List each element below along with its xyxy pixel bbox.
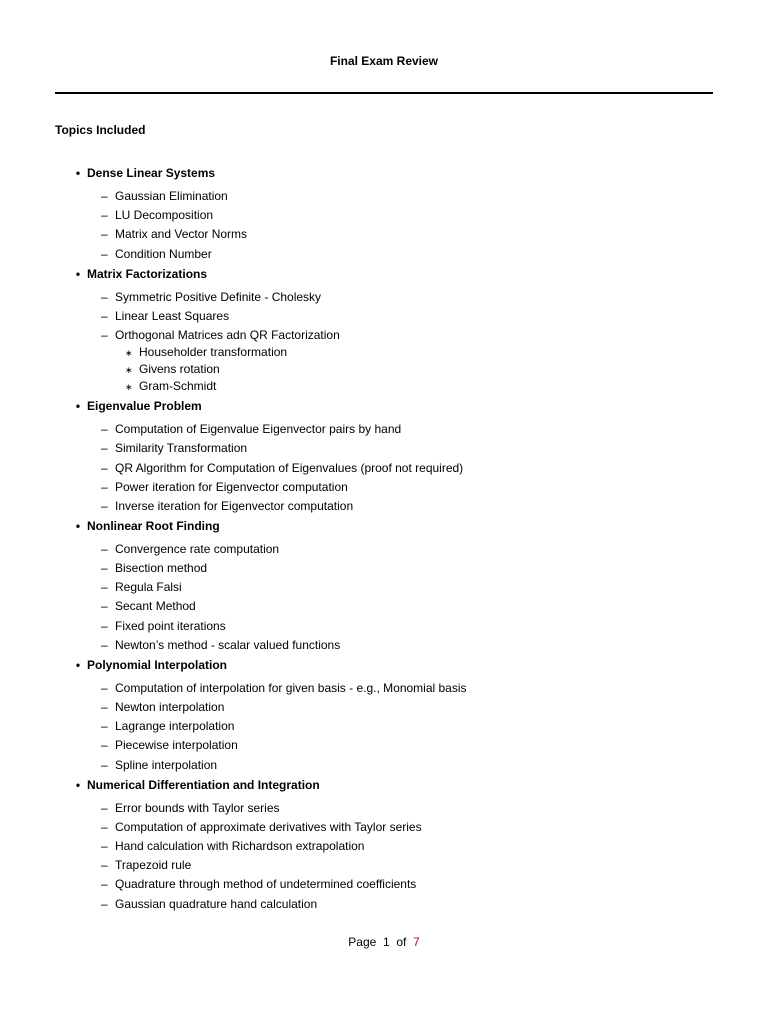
title-rule <box>55 92 713 94</box>
dash-icon: – <box>101 838 108 853</box>
subtopic-text: Bisection method <box>115 561 208 576</box>
subtopic-text: Newton’s method - scalar valued functions <box>115 637 341 652</box>
subtopic-text: Computation of interpolation for given basis - e.g., Monomial basis <box>115 680 467 695</box>
dash-icon: – <box>101 561 108 576</box>
dash-icon: – <box>101 479 108 494</box>
topic-heading <box>0 778 768 793</box>
sub-subtopic-item <box>0 345 768 360</box>
sub-subtopic-item <box>0 379 768 394</box>
subtopic-text: Inverse iteration for Eigenvector computation <box>115 498 354 513</box>
topic-heading <box>0 267 768 282</box>
subtopic-text: Spline interpolation <box>115 757 218 772</box>
dash-icon: – <box>101 498 108 513</box>
subtopic-item <box>0 328 768 343</box>
subtopic-text: Regula Falsi <box>115 580 182 595</box>
subtopic-item <box>0 858 768 873</box>
subtopic-item <box>0 638 768 653</box>
subtopic-item <box>0 441 768 456</box>
dash-icon: – <box>101 618 108 633</box>
sub-subtopic-text: Gram-Schmidt <box>139 379 217 394</box>
subtopic-list <box>0 290 768 395</box>
subtopic-item <box>0 801 768 816</box>
sub-subtopic-text: Householder transformation <box>139 345 288 360</box>
section-heading: Topics Included <box>55 123 146 137</box>
topic-title: Polynomial Interpolation <box>87 657 228 672</box>
dash-icon: – <box>101 441 108 456</box>
subtopic-text: Trapezoid rule <box>115 858 192 873</box>
topic-heading <box>0 519 768 534</box>
topic-heading <box>0 399 768 414</box>
dash-icon: – <box>101 580 108 595</box>
current-page: 1 <box>382 935 390 949</box>
subtopic-text: LU Decomposition <box>115 208 214 223</box>
dash-icon: – <box>101 422 108 437</box>
subtopic-item <box>0 480 768 495</box>
topic-title: Eigenvalue Problem <box>87 399 202 414</box>
dash-icon: – <box>101 227 108 242</box>
dash-icon: – <box>101 599 108 614</box>
subtopic-list <box>0 542 768 653</box>
topic-item <box>0 399 768 514</box>
dash-icon: – <box>101 738 108 753</box>
subtopic-item <box>0 309 768 324</box>
topic-title: Nonlinear Root Finding <box>87 518 220 533</box>
subtopic-text: QR Algorithm for Computation of Eigenvalues (proof not required) <box>115 460 464 475</box>
asterisk-icon: ∗ <box>125 365 133 376</box>
subtopic-text: Hand calculation with Richardson extrapolation <box>115 838 365 853</box>
subtopic-text: Computation of approximate derivatives with Taylor series <box>115 819 422 834</box>
topic-item <box>0 166 768 262</box>
of-label: of <box>396 935 407 949</box>
dash-icon: – <box>101 246 108 261</box>
subtopic-list <box>0 189 768 262</box>
dash-icon: – <box>101 719 108 734</box>
subtopic-text: Convergence rate computation <box>115 541 280 556</box>
page-footer <box>0 935 768 950</box>
page-title: Final Exam Review <box>329 54 439 68</box>
bullet-icon: • <box>75 399 81 414</box>
dash-icon: – <box>101 189 108 203</box>
dash-icon: – <box>101 637 108 652</box>
dash-icon: – <box>101 289 108 304</box>
subtopic-text: Fixed point iterations <box>115 618 226 633</box>
subtopic-text: Error bounds with Taylor series <box>115 800 280 815</box>
topic-title: Matrix Factorizations <box>87 266 208 281</box>
subtopic-item <box>0 719 768 734</box>
bullet-icon: • <box>75 166 81 180</box>
total-pages-link[interactable]: 7 <box>413 935 420 949</box>
dash-icon: – <box>101 896 108 911</box>
subtopic-item <box>0 247 768 262</box>
sub-subtopic-text: Givens rotation <box>139 362 220 377</box>
subtopic-item <box>0 897 768 912</box>
subtopic-item <box>0 290 768 305</box>
subtopic-text: Newton interpolation <box>115 700 225 714</box>
subtopic-text: Condition Number <box>115 246 212 261</box>
dash-icon: – <box>101 680 108 695</box>
topic-item <box>0 267 768 395</box>
dash-icon: – <box>101 460 108 475</box>
subtopic-text: Lagrange interpolation <box>115 719 235 734</box>
dash-icon: – <box>101 757 108 772</box>
bullet-icon: • <box>75 777 81 792</box>
dash-icon: – <box>101 700 108 714</box>
subtopic-text: Computation of Eigenvalue Eigenvector pairs by hand <box>115 422 402 437</box>
asterisk-icon: ∗ <box>125 348 133 359</box>
bullet-icon: • <box>75 657 81 672</box>
topic-item <box>0 658 768 773</box>
subtopic-list <box>0 681 768 773</box>
subtopic-item <box>0 599 768 614</box>
subtopic-item <box>0 758 768 773</box>
subtopic-item <box>0 738 768 753</box>
topic-heading <box>0 166 768 181</box>
dash-icon: – <box>101 208 108 223</box>
topic-title: Numerical Differentiation and Integration <box>87 777 320 792</box>
bullet-icon: • <box>75 518 81 533</box>
topic-heading <box>0 658 768 673</box>
topic-item <box>0 519 768 653</box>
subtopic-item <box>0 561 768 576</box>
subtopic-text: Power iteration for Eigenvector computation <box>115 479 348 494</box>
subtopic-item <box>0 208 768 223</box>
subtopic-item <box>0 820 768 835</box>
subtopic-item <box>0 839 768 854</box>
subtopic-text: Orthogonal Matrices adn QR Factorization <box>115 327 340 342</box>
subtopic-item <box>0 877 768 892</box>
subtopic-item <box>0 422 768 437</box>
dash-icon: – <box>101 800 108 815</box>
dash-icon: – <box>101 819 108 834</box>
subtopic-text: Linear Least Squares <box>115 308 230 323</box>
topic-title: Dense Linear Systems <box>87 166 216 180</box>
asterisk-icon: ∗ <box>125 382 133 393</box>
subtopic-text: Piecewise interpolation <box>115 738 238 753</box>
subtopic-text: Similarity Transformation <box>115 441 248 456</box>
dash-icon: – <box>101 858 108 873</box>
subtopic-item <box>0 542 768 557</box>
subtopic-text: Quadrature through method of undetermined coefficients <box>115 877 417 892</box>
subtopic-item <box>0 700 768 715</box>
subtopic-text: Secant Method <box>115 599 196 614</box>
bullet-icon: • <box>75 266 81 281</box>
dash-icon: – <box>101 327 108 342</box>
dash-icon: – <box>101 877 108 892</box>
subtopic-text: Symmetric Positive Definite - Cholesky <box>115 289 322 304</box>
subtopic-item <box>0 461 768 476</box>
subtopic-item <box>0 619 768 634</box>
page-label: Page <box>348 935 377 949</box>
subtopic-text: Gaussian quadrature hand calculation <box>115 896 318 911</box>
topics-list <box>0 166 768 917</box>
subtopic-item <box>0 681 768 696</box>
sub-subtopic-item <box>0 362 768 377</box>
subtopic-text: Matrix and Vector Norms <box>115 227 248 242</box>
dash-icon: – <box>101 541 108 556</box>
subtopic-list <box>0 801 768 912</box>
subtopic-list <box>0 422 768 514</box>
topic-item <box>0 778 768 912</box>
sub-subtopic-list <box>0 345 768 394</box>
dash-icon: – <box>101 308 108 323</box>
subtopic-item <box>0 580 768 595</box>
subtopic-item <box>0 499 768 514</box>
subtopic-text: Gaussian Elimination <box>115 189 228 203</box>
subtopic-item <box>0 189 768 204</box>
subtopic-item <box>0 227 768 242</box>
